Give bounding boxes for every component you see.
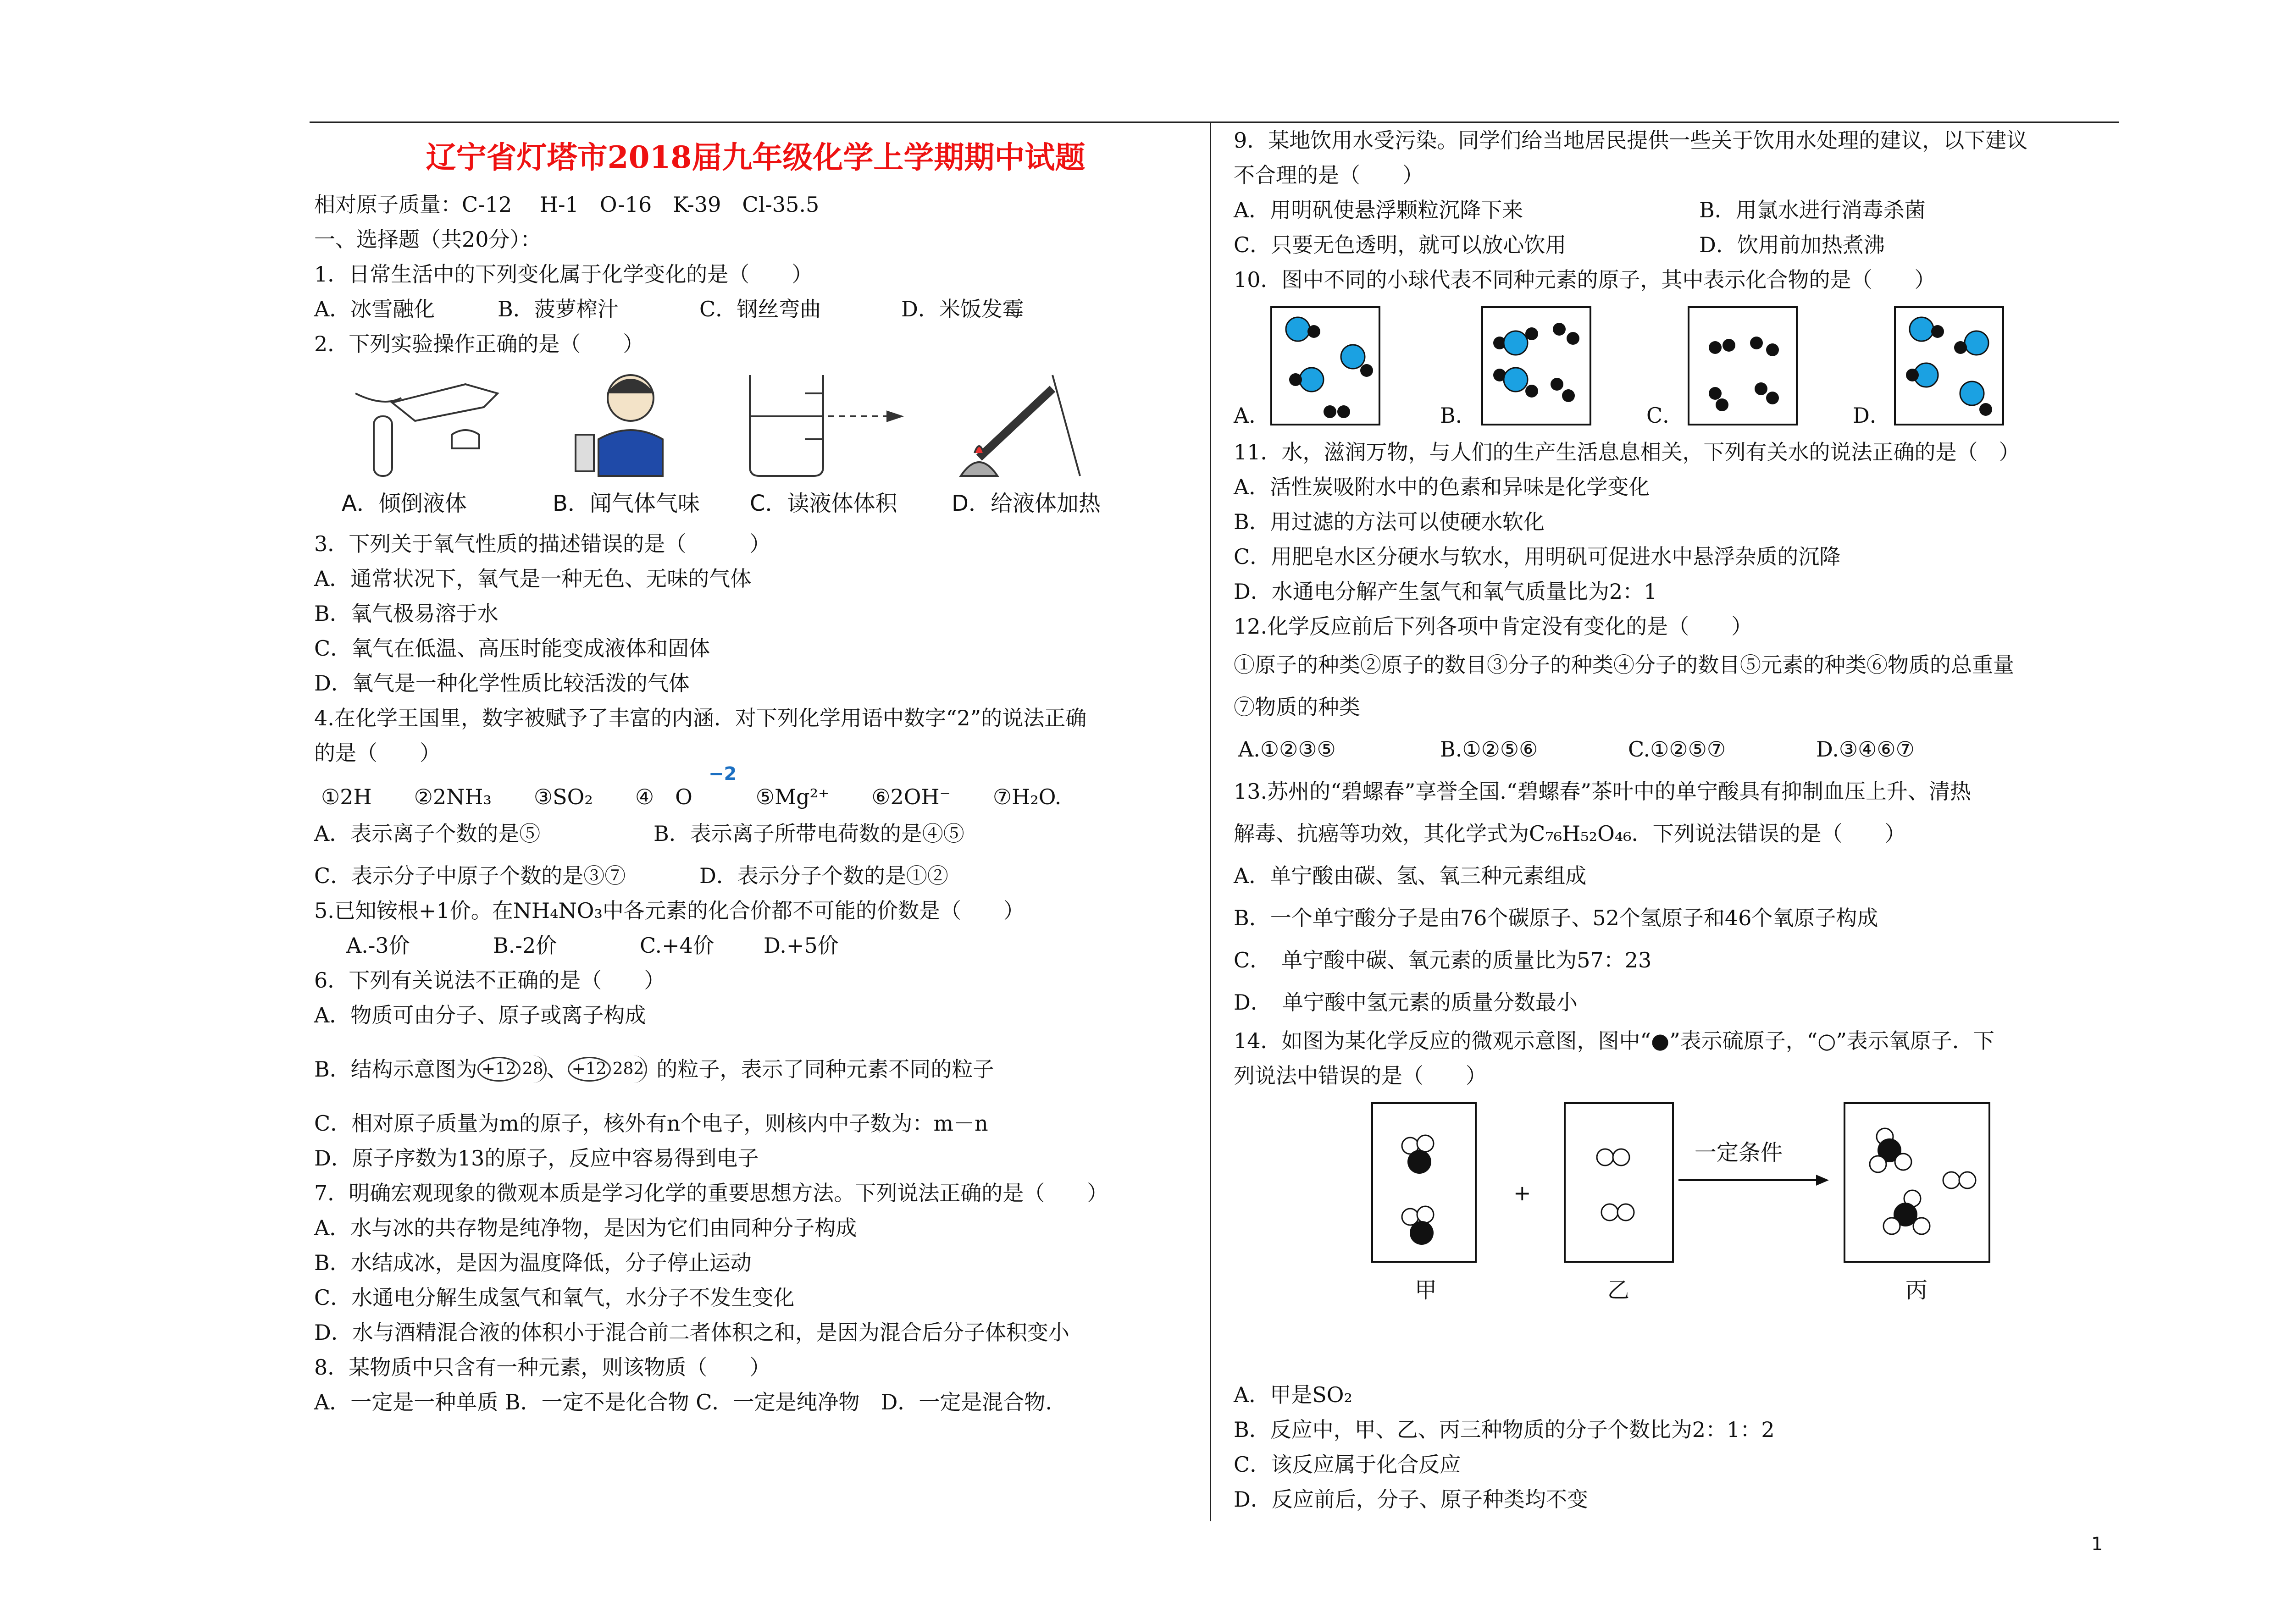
- q7-option-a: A．水与冰的共存物是纯净物，是因为它们由同种分子构成: [314, 1215, 857, 1240]
- q1-option-c: C．钢丝弯曲: [699, 297, 821, 321]
- q4-option-a: A．表示离子个数的是⑤: [314, 821, 541, 846]
- q14-option-a: A．甲是SO₂: [1234, 1382, 1352, 1407]
- q3-option-d: D．氧气是一种化学性质比较活泼的气体: [314, 671, 690, 696]
- q10-stem: 10．图中不同的小球代表不同种元素的原子，其中表示化合物的是（ ）: [1234, 267, 1936, 292]
- page-number: 1: [2091, 1534, 2103, 1555]
- atom-2-electrons: 282: [611, 1055, 648, 1083]
- reactant-jia-box: [1371, 1102, 1477, 1263]
- plus-sign: +: [1513, 1181, 1531, 1205]
- q6-option-c: C．相对原子质量为m的原子，核外有n个电子，则核内中子数为：m－n: [314, 1111, 988, 1136]
- q4-option-c: C．表示分子中原子个数的是③⑦: [314, 863, 626, 888]
- q13-option-d: D． 单宁酸中氢元素的质量分数最小: [1234, 990, 1578, 1015]
- atom-2-nucleus: +12: [568, 1057, 611, 1082]
- q9-option-a: A．用明矾使悬浮颗粒沉降下来: [1234, 198, 1523, 222]
- left-column: [314, 123, 1197, 1420]
- reaction-arrow: [1678, 1171, 1830, 1189]
- section-heading: 一、选择题（共20分）：: [314, 227, 542, 252]
- q8-stem: 8．某物质中只含有一种元素，则该物质（ ）: [314, 1355, 771, 1380]
- q10-label-d: D．: [1853, 403, 1891, 428]
- q6-option-b: [314, 1033, 1197, 1106]
- q12-option-c: C.①②⑤⑦: [1628, 737, 1726, 762]
- q4-option-d: D．表示分子个数的是①②: [699, 863, 948, 888]
- q8-options: A．一定是一种单质 B．一定不是化合物 C．一定是纯净物 D．一定是混合物.: [314, 1390, 1052, 1414]
- pouring-liquid-figure: [342, 366, 534, 481]
- q5-options: [314, 928, 1197, 963]
- q2-stem: 2．下列实验操作正确的是（ ）: [314, 331, 644, 356]
- q6-option-d: D．原子序数为13的原子，反应中容易得到电子: [314, 1146, 759, 1171]
- q12-option-d: D.③④⑥⑦: [1816, 737, 1915, 762]
- right-column: [1234, 123, 2114, 1517]
- molecule-box-c: [1688, 306, 1798, 425]
- q4-options-cd: [314, 858, 1197, 893]
- q1-options: [314, 292, 1197, 326]
- q14-option-c: C．该反应属于化合反应: [1234, 1452, 1461, 1477]
- q7-option-b: B．水结成冰，是因为温度降低，分子停止运动: [314, 1250, 752, 1275]
- q12-list-line1: ①原子的种类②原子的数目③分子的种类④分子的数目⑤元素的种类⑥物质的总重量: [1234, 652, 2014, 677]
- q12-option-a: A.①②③⑤: [1238, 737, 1336, 762]
- q3-stem: 3．下列关于氧气性质的描述错误的是（ ）: [314, 531, 771, 556]
- atom-1-nucleus: +12: [477, 1057, 521, 1082]
- atom-diagram-2: [568, 1055, 648, 1083]
- q2-option-c: C．读液体体积: [750, 491, 897, 516]
- q13-option-a: A．单宁酸由碳、氢、氧三种元素组成: [1234, 863, 1587, 888]
- q11-stem: 11．水，滋润万物，与人们的生产生活息息相关，下列有关水的说法正确的是（ ）: [1234, 440, 2020, 464]
- q10-label-a: A．: [1234, 403, 1270, 428]
- product-bing-box: [1844, 1102, 1990, 1263]
- atomic-masses: 相对原子质量：C-12 H-1 O-16 K-39 Cl-35.5: [314, 192, 820, 217]
- q9-option-b: B．用氯水进行消毒杀菌: [1699, 198, 1926, 222]
- q5-option-a: A.-3价: [346, 933, 410, 958]
- q1-stem: 1．日常生活中的下列变化属于化学变化的是（ ）: [314, 262, 813, 287]
- q7-stem: 7．明确宏观现象的微观本质是学习化学的重要思想方法。下列说法正确的是（ ）: [314, 1181, 1108, 1205]
- q12-list-line2: ⑦物质的种类: [1234, 695, 1360, 719]
- q6-option-b-post: 的粒子，表示了同种元素不同的粒子: [656, 1057, 994, 1082]
- q11-option-a: A．活性炭吸附水中的色素和异味是化学变化: [1234, 475, 1650, 499]
- q2-options: [314, 481, 1197, 526]
- q12-option-b: B.①②⑤⑥: [1440, 737, 1538, 762]
- q5-option-b: B.-2价: [493, 933, 557, 958]
- q1-option-a: A．冰雪融化: [314, 297, 435, 321]
- q4-stem-line1: 4.在化学王国里，数字被赋予了丰富的内涵．对下列化学用语中数字“2”的说法正确: [314, 706, 1087, 730]
- label-jia: 甲: [1415, 1277, 1437, 1303]
- q14-reaction-figure: [1234, 1093, 2114, 1377]
- molecule-box-b: [1481, 306, 1591, 425]
- q9-option-d: D．饮用前加热煮沸: [1699, 232, 1885, 257]
- q6-option-b-mid: 、: [546, 1057, 568, 1082]
- page-title: 辽宁省灯塔市2018届九年级化学上学期期中试题: [426, 139, 1086, 175]
- q6-option-a: A．物质可由分子、原子或离子构成: [314, 1003, 646, 1027]
- q2-option-b: B．闻气体气味: [553, 491, 700, 516]
- q10-label-b: B．: [1440, 403, 1477, 428]
- q3-option-a: A．通常状况下，氧气是一种无色、无味的气体: [314, 566, 752, 591]
- q7-option-c: C．水通电分解生成氢气和氧气，水分子不发生变化: [314, 1285, 795, 1310]
- q2-option-a: A．倾倒液体: [342, 491, 467, 516]
- q4-items: [314, 763, 1197, 816]
- q13-option-b: B．一个单宁酸分子是由76个碳原子、52个氢原子和46个氧原子构成: [1234, 906, 1878, 930]
- q13-stem-line2: 解毒、抗癌等功效，其化学式为C₇₆H₅₂O₄₆．下列说法错误的是（ ）: [1234, 821, 1906, 846]
- q4-options-ab: [314, 816, 1197, 858]
- q11-option-d: D．水通电分解产生氢气和氧气质量比为2：1: [1234, 579, 1657, 604]
- q6-option-b-pre: B．结构示意图为: [314, 1057, 477, 1082]
- q4-symbol-list: ①2H ②2NH₃ ③SO₂ ④ O ⑤Mg²⁺ ⑥2OH⁻ ⑦H₂O.: [321, 784, 1062, 809]
- q10-figures: [1234, 297, 2114, 435]
- q10-label-c: C．: [1646, 403, 1684, 428]
- q9-stem-line1: 9．某地饮用水受污染。同学们给当地居民提供一些关于饮用水处理的建议，以下建议: [1234, 128, 2028, 153]
- smelling-gas-figure: [534, 366, 727, 481]
- q5-stem: 5.已知铵根+1价。在NH₄NO₃中各元素的化合价都不可能的价数是（ ）: [314, 898, 1025, 923]
- molecule-box-a: [1270, 306, 1380, 425]
- q11-option-b: B．用过滤的方法可以使硬水软化: [1234, 509, 1545, 534]
- q4-charge-mark: −2: [709, 763, 737, 784]
- q1-option-d: D．米饭发霉: [901, 297, 1024, 321]
- q9-options-ab: [1234, 193, 2114, 227]
- q7-option-d: D．水与酒精混合液的体积小于混合前二者体积之和，是因为混合后分子体积变小: [314, 1320, 1069, 1345]
- q9-options-cd: [1234, 227, 2114, 262]
- column-divider: [1210, 123, 1211, 1521]
- q4-stem-line2: 的是（ ）: [314, 740, 441, 765]
- heating-liquid-figure: [919, 366, 1112, 481]
- q14-option-d: D．反应前后，分子、原子种类均不变: [1234, 1487, 1588, 1512]
- q12-stem: 12.化学反应前后下列各项中肯定没有变化的是（ ）: [1234, 614, 1753, 639]
- q4-option-b: B．表示离子所带电荷数的是④⑤: [654, 821, 964, 846]
- label-bing: 丙: [1905, 1277, 1928, 1303]
- q2-figures: [314, 361, 1197, 481]
- q5-option-d: D.+5价: [764, 933, 839, 958]
- atom-diagram-1: [477, 1055, 547, 1083]
- q14-option-b: B．反应中，甲、乙、丙三种物质的分子个数比为2：1：2: [1234, 1417, 1775, 1442]
- q5-option-c: C.+4价: [640, 933, 714, 958]
- q13-stem-line1: 13.苏州的“碧螺春”享誉全国.“碧螺春”茶叶中的单宁酸具有抑制血压上升、清热: [1234, 779, 1971, 804]
- q2-option-d: D．给液体加热: [952, 491, 1101, 516]
- label-yi: 乙: [1607, 1277, 1630, 1303]
- q12-options: [1234, 728, 2114, 770]
- q11-option-c: C．用肥皂水区分硬水与软水，用明矾可促进水中悬浮杂质的沉降: [1234, 544, 1841, 569]
- q9-option-c: C．只要无色透明，就可以放心饮用: [1234, 232, 1567, 257]
- reaction-condition: 一定条件: [1695, 1140, 1783, 1166]
- molecule-box-d: [1894, 306, 2004, 425]
- q14-stem-line1: 14．如图为某化学反应的微观示意图，图中“●”表示硫原子，“○”表示氧原子．下: [1234, 1028, 1994, 1053]
- q13-option-c: C． 单宁酸中碳、氧元素的质量比为57：23: [1234, 948, 1652, 972]
- atom-1-electrons: 28: [521, 1055, 547, 1083]
- q1-option-b: B．菠萝榨汁: [498, 297, 619, 321]
- q14-stem-line2: 列说法中错误的是（ ）: [1234, 1063, 1487, 1088]
- q9-stem-line2: 不合理的是（ ）: [1234, 163, 1423, 188]
- reading-volume-figure: [727, 366, 919, 481]
- q3-option-c: C．氧气在低温、高压时能变成液体和固体: [314, 636, 710, 661]
- q6-stem: 6．下列有关说法不正确的是（ ）: [314, 968, 665, 993]
- reactant-yi-box: [1564, 1102, 1674, 1263]
- q3-option-b: B．氧气极易溶于水: [314, 601, 498, 626]
